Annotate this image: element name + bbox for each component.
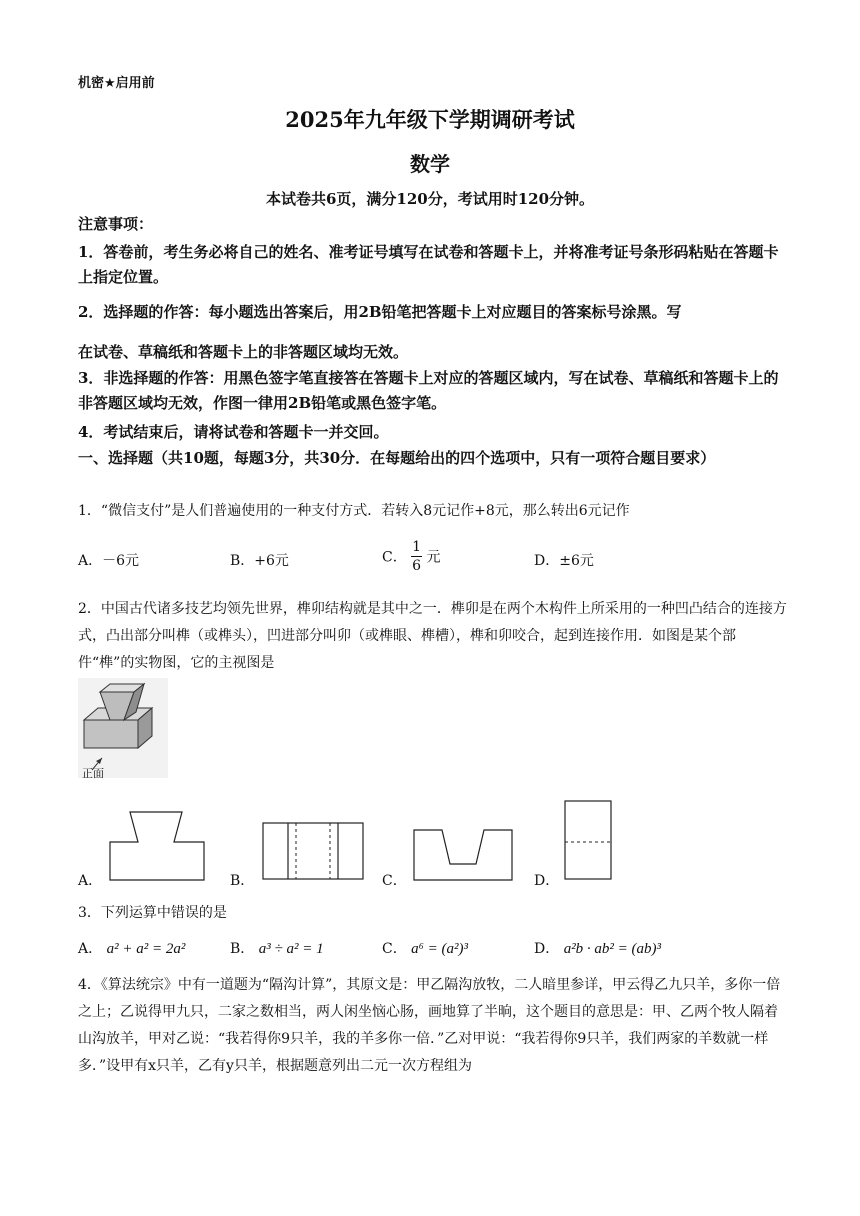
question-4-stem: 4．《算法统宗》中有一道题为“隔沟计算”，其原文是：甲乙隔沟放牧，二人暗里参详，甲云得乙九只羊，多你一倍之上；乙说得甲九只，二家之数相当，两人闲坐恼心肠，画地算了半晌，这个题目的意思是：甲、乙两个牧人隔着山沟放羊，甲对乙说：“我若得你9只羊，我的羊多你一倍．”乙对甲说：“我若得你9只羊，我们两家的羊数就一样多．”设甲有x只羊，乙有y只羊，根据题意列出二元一次方程组为 [78,977,781,1074]
q3-option-b-label: B． [230,941,255,957]
q2-option-b: B． [230,873,255,889]
q3-option-d [534,938,661,958]
notes-heading: 注意事项： [78,215,154,233]
subject-title: 数学 [410,152,450,176]
q1-option-c-denominator: 6 [412,558,422,574]
exam-info: 本试卷共6页，满分120分，考试用时120分钟。 [265,190,595,208]
q1-option-c-numerator: 1 [412,539,422,555]
q3-option-a-expr: a² + a² = 2a² [106,941,186,957]
q2-option-d: D． [534,873,560,889]
q2-option-a: A． [78,873,103,889]
q3-option-d-expr: a²b · ab² = (ab)³ [563,941,662,957]
q3-option-c-expr: a⁶ = (a²)³ [411,941,468,957]
question-3-stem: 3．下列运算中错误的是 [78,905,227,921]
note-item-1: 1．答卷前，考生务必将自己的姓名、准考证号填写在试卷和答题卡上，并将准考证号条形码粘贴在答题卡上指定位置。 [78,243,779,286]
q2-figure-b [262,822,366,882]
q2-option-c: C． [382,873,407,889]
q3-option-d-label: D． [534,941,560,957]
q3-option-a-label: A． [78,941,103,957]
confidential-mark: 机密★启用前 [78,76,155,91]
q3-option-b [230,938,324,958]
q3-option-b-expr: a³ ÷ a² = 1 [258,941,324,957]
q2-figure-a [108,810,208,882]
note-item-2: 2．选择题的作答：每小题选出答案后，用2B铅笔把答题卡上对应题目的答案标号涂黑。写 [78,303,682,321]
exam-title: 2025年九年级下学期调研考试 [285,107,575,132]
note-item-3: 3．非选择题的作答：用黑色签字笔直接答在答题卡上对应的答题区域内，写在试卷、草稿纸和答题卡上的非答题区域均无效，作图一律用2B铅笔或黑色签字笔。 [78,369,779,412]
question-1-stem: 1．“微信支付”是人们普遍使用的一种支付方式．若转入8元记作+8元，那么转出6元记作 [78,503,630,519]
q2-figure-d [564,800,614,882]
q1-option-c [382,538,441,575]
q1-option-b: B．+6元 [230,553,289,569]
q3-option-c [382,938,468,958]
question-2-stem: 2．中国古代诸多技艺均领先世界，榫卯结构就是其中之一．榫卯是在两个木构件上所采用的一种凹凸结合的连接方式，凸出部分叫榫（或榫头），凹进部分叫卯（或榫眼、榫槽），榫和卯咬合，起到连接作用．如图是某个部件“榫”的实物图，它的主视图是 [78,601,787,671]
q1-option-d: D．±6元 [534,553,594,569]
section-1-title: 一、选择题（共10题，每题3分，共30分．在每题给出的四个选项中，只有一项符合题目要求） [78,449,716,467]
q1-option-c-unit: 元 [426,549,441,566]
note-item-4: 4．考试结束后，请将试卷和答题卡一并交回。 [78,423,389,441]
q1-option-a: A．－6元 [78,553,140,569]
q3-option-c-label: C． [382,941,407,957]
q3-option-a [78,938,185,958]
tenon-photo [78,678,168,778]
photo-caption: 正面 [82,767,104,780]
q1-option-c-fraction [411,538,422,575]
q2-figure-c [412,828,516,882]
q1-option-c-label: C． [382,549,407,566]
note-item-2-cont: 在试卷、草稿纸和答题卡上的非答题区域均无效。 [78,343,409,361]
